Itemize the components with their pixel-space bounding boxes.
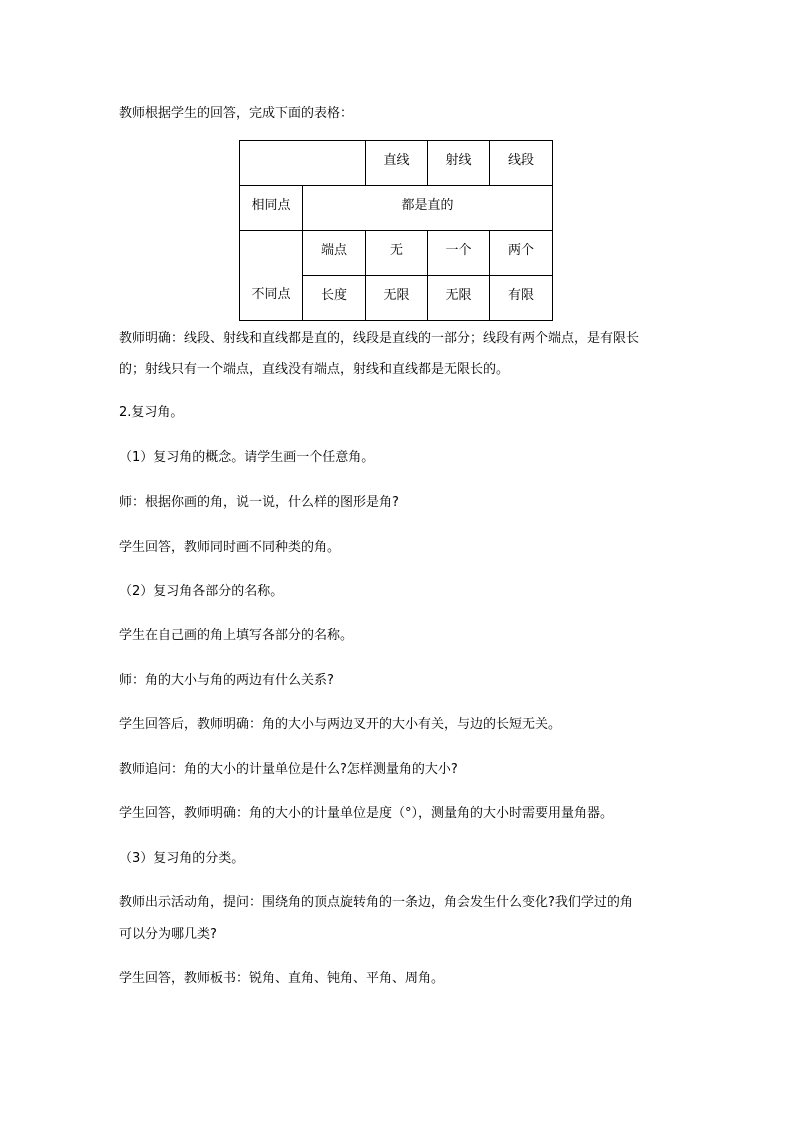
length-segment: 有限 — [490, 276, 553, 321]
table-row-same — [240, 186, 553, 231]
table-corner-cell — [240, 141, 366, 186]
teacher-question-3: 教师追问：角的大小的计量单位是什么?怎样测量角的大小? — [119, 762, 458, 777]
endpoints-segment: 两个 — [490, 231, 553, 276]
attr-length: 长度 — [303, 276, 366, 321]
step-3: （3）复习角的分类。 — [119, 851, 245, 866]
board-summary: 学生回答，教师板书：锐角、直角、钝角、平角、周角。 — [119, 971, 445, 986]
same-value: 都是直的 — [303, 186, 553, 231]
header-ray: 射线 — [428, 141, 490, 186]
intro-text: 教师根据学生的回答，完成下面的表格： — [119, 106, 354, 121]
endpoints-line: 无 — [366, 231, 428, 276]
activity-line-1: 教师出示活动角，提问：围绕角的顶点旋转角的一条边，角会发生什么变化?我们学过的角 — [119, 895, 633, 910]
student-answer-3: 学生回答，教师明确：角的大小的计量单位是度（°），测量角的大小时需要用量角器。 — [119, 806, 614, 821]
attr-endpoints: 端点 — [303, 231, 366, 276]
step-2: （2）复习角各部分的名称。 — [119, 584, 284, 599]
student-answer-1: 学生回答，教师同时画不同种类的角。 — [119, 540, 341, 555]
clarify-line-1: 教师明确：线段、射线和直线都是直的，线段是直线的一部分；线段有两个端点，是有限长 — [119, 331, 640, 346]
header-straight-line: 直线 — [366, 141, 428, 186]
comparison-table — [239, 140, 553, 321]
student-answer-2: 学生回答后，教师明确：角的大小与两边叉开的大小有关，与边的长短无关。 — [119, 717, 562, 732]
student-fill: 学生在自己画的角上填写各部分的名称。 — [119, 628, 354, 643]
header-segment: 线段 — [490, 141, 553, 186]
teacher-question-2: 师：角的大小与角的两边有什么关系? — [119, 673, 334, 688]
same-label: 相同点 — [240, 186, 303, 231]
length-line: 无限 — [366, 276, 428, 321]
diff-label: 不同点 — [240, 231, 303, 321]
activity-line-2: 可以分为哪几类? — [119, 927, 217, 942]
section-review-angle: 2.复习角。 — [119, 405, 184, 420]
clarify-line-2: 的；射线只有一个端点，直线没有端点，射线和直线都是无限长的。 — [119, 362, 510, 377]
table-header-row — [240, 141, 553, 186]
table-row-endpoints — [240, 231, 553, 276]
length-ray: 无限 — [428, 276, 490, 321]
endpoints-ray: 一个 — [428, 231, 490, 276]
teacher-question-1: 师：根据你画的角，说一说，什么样的图形是角? — [119, 495, 399, 510]
step-1: （1）复习角的概念。请学生画一个任意角。 — [119, 450, 375, 465]
